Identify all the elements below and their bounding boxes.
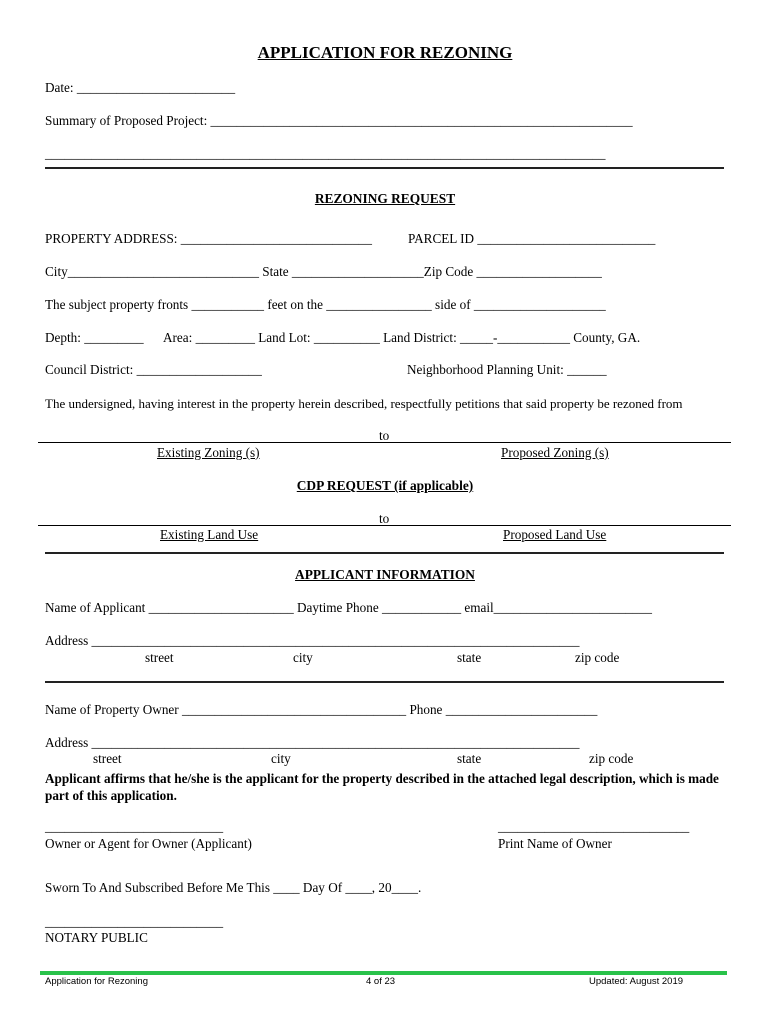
existing-land-use-label: Existing Land Use	[160, 527, 259, 542]
notary-signature-line[interactable]: ___________________________	[45, 914, 224, 929]
land-use-entry-line[interactable]	[38, 525, 731, 526]
applicant-address-field[interactable]: Address __________________________________________________________________________	[45, 633, 580, 648]
section-divider	[45, 552, 724, 554]
date-field[interactable]: Date: ________________________	[45, 80, 236, 95]
npu-field[interactable]: Neighborhood Planning Unit: ______	[407, 362, 607, 377]
to-label: to	[379, 511, 390, 526]
footer-document-name: Application for Rezoning	[45, 976, 148, 987]
summary-field-continued[interactable]: _____________________________________________________________________________________	[45, 146, 606, 161]
street-label: street	[145, 650, 174, 665]
cdp-request-heading: CDP REQUEST (if applicable)	[296, 478, 474, 493]
owner-name-label: Print Name of Owner	[498, 836, 612, 851]
state-label: state	[457, 751, 482, 766]
proposed-land-use-label: Proposed Land Use	[503, 527, 607, 542]
zip-code-label: zip code	[575, 650, 620, 665]
applicant-affirmation: Applicant affirms that he/she is the applicant for the property described in the attached legal description, which is made part of this application.	[45, 771, 719, 803]
zoning-entry-line[interactable]	[38, 442, 731, 443]
city-state-zip-field[interactable]: City_____________________________ State ____________________Zip Code ___________________	[45, 264, 602, 279]
to-label: to	[379, 428, 390, 443]
footer-rule	[40, 971, 727, 975]
section-divider	[45, 167, 724, 169]
city-label: city	[293, 650, 313, 665]
property-fronts-field[interactable]: The subject property fronts ___________ feet on the ________________ side of ____________________	[45, 297, 606, 312]
sworn-statement[interactable]: Sworn To And Subscribed Before Me This ____ Day Of ____, 20____.	[45, 880, 422, 895]
footer-page-number: 4 of 23	[366, 976, 396, 987]
applicant-name-phone-email-field[interactable]: Name of Applicant ______________________ Daytime Phone ____________ email________________________	[45, 600, 652, 615]
petition-text: The undersigned, having interest in the property herein described, respectfully petitions that said property be rezoned from	[45, 396, 683, 411]
owner-address-field[interactable]: Address __________________________________________________________________________	[45, 735, 580, 750]
property-address-field[interactable]: PROPERTY ADDRESS: _____________________________	[45, 231, 372, 246]
footer-updated-date: Updated: August 2019	[589, 976, 684, 987]
section-divider	[45, 681, 724, 683]
existing-zoning-label: Existing Zoning (s)	[157, 445, 260, 460]
depth-field[interactable]: Depth: _________	[45, 330, 144, 345]
state-label: state	[457, 650, 482, 665]
parcel-id-field[interactable]: PARCEL ID ___________________________	[408, 231, 656, 246]
applicant-information-heading: APPLICANT INFORMATION	[295, 567, 475, 582]
proposed-zoning-label: Proposed Zoning (s)	[501, 445, 609, 460]
summary-field[interactable]: Summary of Proposed Project: ________________________________________________________________	[45, 113, 633, 128]
notary-public-label: NOTARY PUBLIC	[45, 930, 148, 945]
zip-code-label: zip code	[589, 751, 634, 766]
city-label: city	[271, 751, 291, 766]
rezoning-request-heading: REZONING REQUEST	[314, 191, 456, 206]
street-label: street	[93, 751, 122, 766]
owner-name-line[interactable]: _____________________________	[498, 819, 690, 834]
page-title: APPLICATION FOR REZONING	[257, 43, 513, 62]
applicant-signature-line[interactable]: ___________________________	[45, 819, 224, 834]
area-landlot-district-field[interactable]: Area: _________ Land Lot: __________ Land District: _____-___________ County, GA.	[163, 330, 641, 345]
applicant-signature-label: Owner or Agent for Owner (Applicant)	[45, 836, 252, 851]
property-owner-phone-field[interactable]: Name of Property Owner __________________________________ Phone _______________________	[45, 702, 598, 717]
council-district-field[interactable]: Council District: ___________________	[45, 362, 262, 377]
